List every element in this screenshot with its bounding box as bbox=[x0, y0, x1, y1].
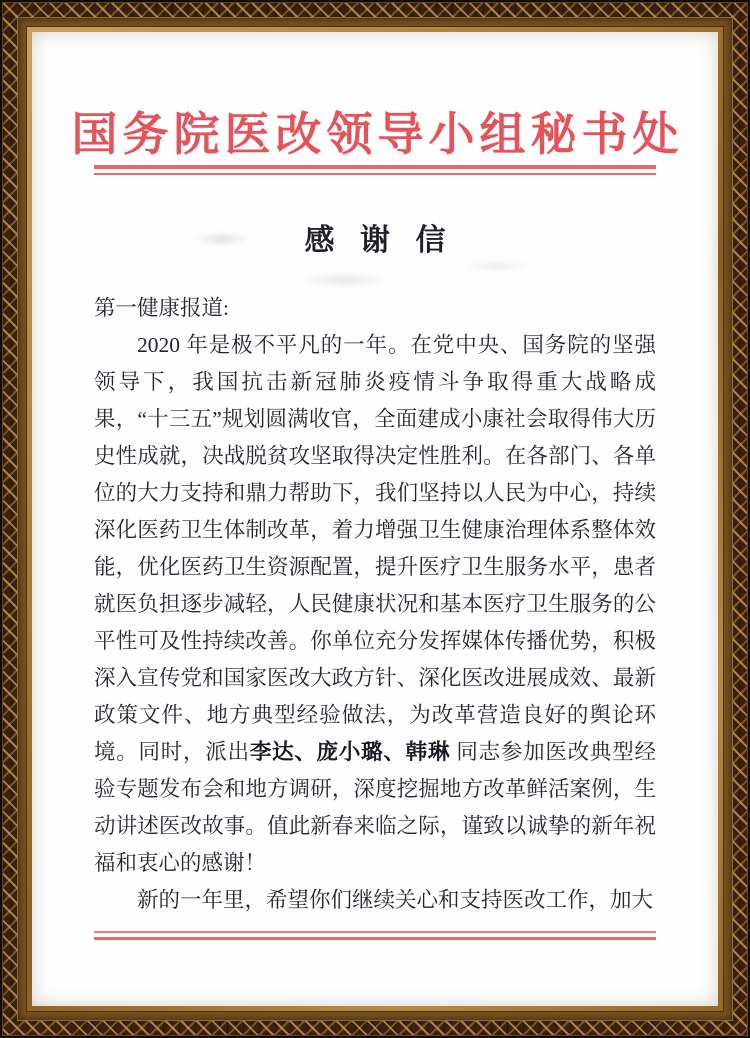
main-paragraph bbox=[94, 327, 656, 882]
main-paragraph-text-before: 2020 年是极不平凡的一年。在党中央、国务院的坚强领导下，我国抗击新冠肺炎疫情斗争取得重大战略成果，“十三五”规划圆满收官，全面建成小康社会取得伟大历史性成就，决战脱贫攻坚取得决定性胜利。在各部门、各单位的大力支持和鼎力帮助下，我们坚持以人民为中心，持续深化医药卫生体制改革，着力增强卫生健康治理体系整体效能，优化医药卫生资源配置，提升医疗卫生服务水平，患者就医负担逐步减轻，人民健康状况和基本医疗卫生服务的公平性可及性持续改善。你单位充分发挥媒体传播优势，积极深入宣传党和国家医改大政方针、深化医改进展成效、最新政策文件、地方典型经验做法，为改革营造良好的舆论环境。同时，派出 bbox=[94, 333, 656, 764]
header-double-rule bbox=[94, 165, 656, 175]
letter-title: 感谢信 bbox=[304, 224, 471, 257]
letterhead-title: 国务院医改领导小组秘书处 bbox=[71, 109, 684, 160]
salutation: 第一健康报道: bbox=[94, 296, 229, 320]
main-paragraph-text-after: 同志参加医改典型经验专题发布会和地方调研，深度挖掘地方改革鲜活案例，生动讲述医改故事。值此新春来临之际，谨致以诚挚的新年祝福和衷心的感谢！ bbox=[94, 740, 656, 875]
reporter-names: 李达、庞小璐、韩琳 bbox=[249, 740, 451, 764]
letter-body bbox=[94, 290, 656, 919]
frame-gold-lip bbox=[26, 26, 724, 1012]
frame-ornament-band bbox=[2, 2, 748, 1036]
scan-smudge bbox=[300, 272, 390, 288]
footer-double-rule bbox=[94, 931, 656, 940]
scan-smudge bbox=[462, 260, 532, 272]
frame-inner-band bbox=[17, 17, 733, 1021]
letter-paper bbox=[32, 32, 718, 1006]
closing-paragraph: 新的一年里，希望你们继续关心和支持医改工作，加大 bbox=[137, 888, 654, 912]
